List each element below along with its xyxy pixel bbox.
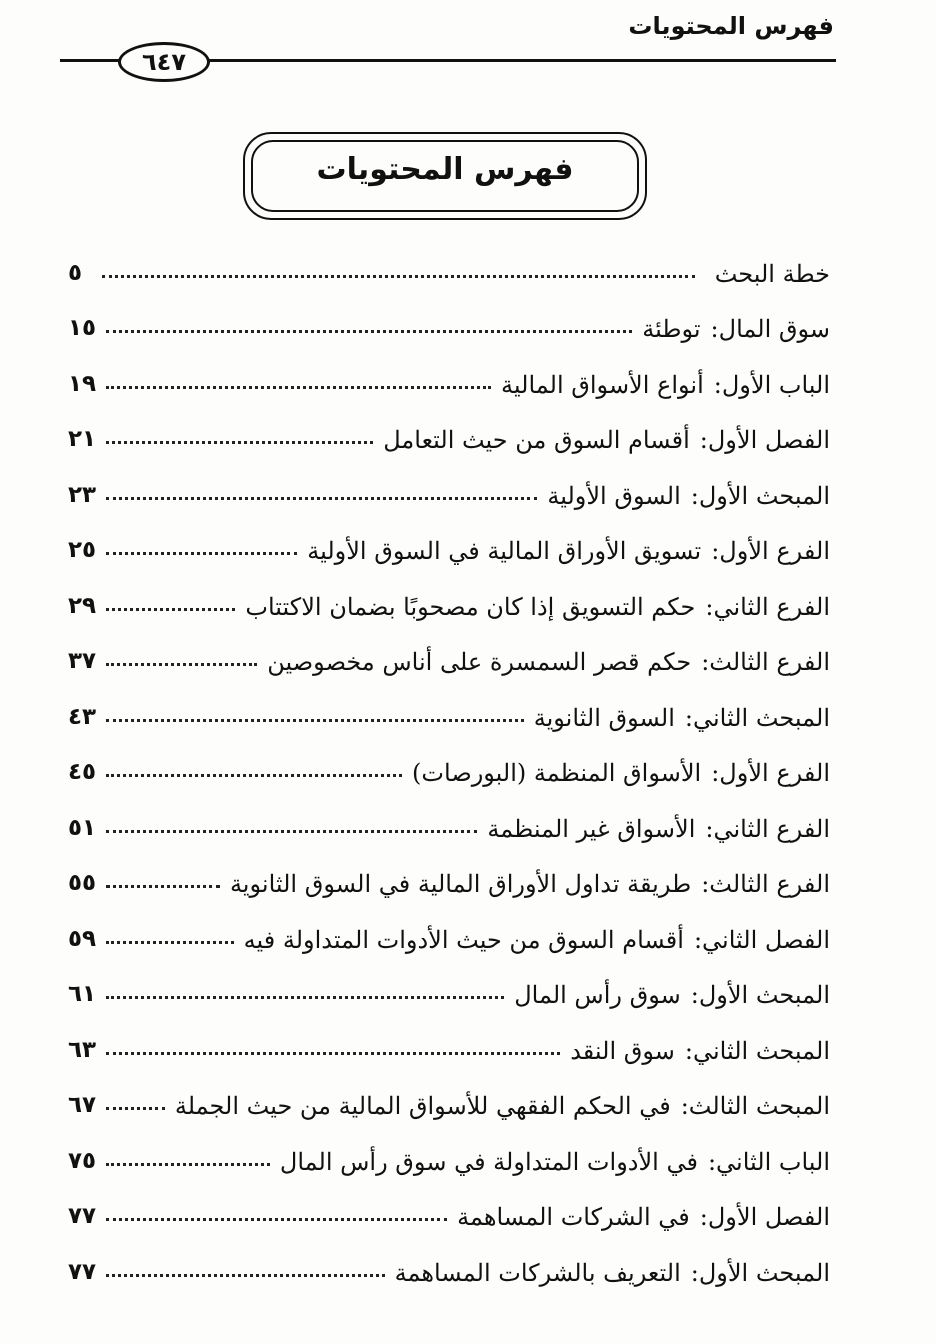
dot-leader xyxy=(106,386,491,389)
toc-entry-label: الفرع الثالث: xyxy=(701,648,830,676)
table-of-contents xyxy=(68,236,830,1291)
running-header-title: فهرس المحتويات xyxy=(628,12,834,40)
toc-entry-title xyxy=(175,1092,830,1124)
toc-entry[interactable] xyxy=(68,625,830,681)
toc-entry[interactable] xyxy=(68,1180,830,1236)
toc-entry-subject: في الحكم الفقهي للأسواق المالية من حيث الجملة xyxy=(174,1092,671,1120)
toc-entry-subject: التعريف بالشركات المساهمة xyxy=(394,1258,681,1287)
toc-entry-title xyxy=(383,426,830,458)
toc-entry-subject: سوق النقد xyxy=(570,1036,675,1065)
toc-entry[interactable] xyxy=(68,736,830,792)
toc-entry-subject: في الشركات المساهمة xyxy=(457,1203,690,1231)
toc-entry[interactable] xyxy=(68,958,830,1014)
toc-entry[interactable] xyxy=(68,680,830,736)
dot-leader xyxy=(102,275,695,278)
toc-entry-subject: طريقة تداول الأوراق المالية في السوق الثانوية xyxy=(229,870,692,898)
toc-entry[interactable] xyxy=(68,791,830,847)
toc-page-number: ١٥ xyxy=(68,315,97,341)
toc-page-number: ٢١ xyxy=(68,426,97,452)
dot-leader xyxy=(106,1274,385,1277)
toc-page-number: ٦١ xyxy=(68,981,97,1007)
toc-page-number: ٧٥ xyxy=(68,1147,97,1174)
toc-page-number: ٢٣ xyxy=(68,481,97,508)
toc-entry-subject: في الأدوات المتداولة في سوق رأس المال xyxy=(279,1147,698,1176)
toc-entry-label: المبحث الأول: xyxy=(690,981,830,1009)
toc-page-number: ٥٥ xyxy=(68,870,97,896)
toc-entry-label: الفرع الثاني: xyxy=(705,592,830,621)
toc-entry[interactable] xyxy=(68,403,830,459)
toc-page-number: ٢٥ xyxy=(68,537,97,563)
toc-entry-label: الفرع الثالث: xyxy=(701,870,830,898)
toc-entry-title xyxy=(267,648,830,680)
dot-leader xyxy=(106,941,234,944)
toc-page-number: ٦٧ xyxy=(68,1092,97,1118)
page-title: فهرس المحتويات xyxy=(316,152,574,187)
dot-leader xyxy=(106,1218,447,1221)
toc-entry-label: المبحث الثالث: xyxy=(680,1092,830,1120)
toc-entry-title xyxy=(307,537,830,569)
toc-page-number: ٤٥ xyxy=(68,759,97,785)
toc-page-number: ٥ xyxy=(68,259,83,286)
toc-entry[interactable] xyxy=(68,1013,830,1069)
toc-entry-title xyxy=(412,759,830,791)
toc-entry-subject: توطئة xyxy=(642,315,701,343)
toc-entry[interactable] xyxy=(68,1069,830,1125)
toc-page-number: ١٩ xyxy=(68,370,97,397)
toc-entry-subject: أنواع الأسواق المالية xyxy=(501,370,704,399)
toc-entry-subject: سوق رأس المال xyxy=(514,981,681,1009)
toc-page-number: ٤٣ xyxy=(68,703,97,730)
dot-leader xyxy=(106,330,632,333)
toc-entry-label: خطة البحث xyxy=(714,259,830,288)
toc-entry-title xyxy=(570,1037,830,1069)
toc-entry-title xyxy=(244,926,830,958)
toc-entry[interactable] xyxy=(68,347,830,403)
toc-entry[interactable] xyxy=(68,236,830,292)
toc-entry-title xyxy=(395,1259,830,1291)
toc-entry-label: المبحث الأول: xyxy=(690,1258,830,1287)
toc-entry-subject: الأسواق المنظمة (البورصات) xyxy=(412,759,702,787)
dot-leader xyxy=(106,719,524,722)
toc-page-number: ٥٩ xyxy=(68,925,97,952)
toc-entry-label: المبحث الأول: xyxy=(690,481,830,510)
toc-entry-subject: حكم قصر السمسرة على أناس مخصوصين xyxy=(267,648,692,676)
toc-page-number: ٧٧ xyxy=(68,1203,97,1229)
dot-leader xyxy=(106,552,297,555)
toc-entry-title xyxy=(642,315,830,347)
dot-leader xyxy=(106,996,504,999)
dot-leader xyxy=(106,608,235,611)
toc-entry-label: الفصل الثاني: xyxy=(693,925,830,954)
dot-leader xyxy=(106,663,257,666)
toc-entry-title xyxy=(245,593,830,625)
toc-entry-label: الباب الثاني: xyxy=(707,1147,830,1176)
toc-entry-title xyxy=(705,260,830,292)
toc-page-number: ٥١ xyxy=(68,814,97,841)
dot-leader xyxy=(106,497,537,500)
toc-entry-label: الباب الأول: xyxy=(713,370,830,399)
toc-entry-label: الفصل الأول: xyxy=(699,1203,830,1231)
toc-entry[interactable] xyxy=(68,847,830,903)
toc-entry-title xyxy=(501,371,830,403)
toc-entry-subject: الأسواق غير المنظمة xyxy=(487,814,696,843)
toc-page-number: ٦٣ xyxy=(68,1036,97,1063)
toc-entry[interactable] xyxy=(68,1124,830,1180)
dot-leader xyxy=(106,1163,270,1166)
toc-entry[interactable] xyxy=(68,1235,830,1291)
toc-entry-label: سوق المال: xyxy=(710,315,830,343)
dot-leader xyxy=(106,774,402,777)
toc-entry-label: الفرع الثاني: xyxy=(705,814,830,843)
toc-entry-label: المبحث الثاني: xyxy=(684,1036,830,1065)
toc-entry-title xyxy=(230,870,830,902)
toc-entry[interactable] xyxy=(68,458,830,514)
toc-entry-title xyxy=(280,1148,830,1180)
dot-leader xyxy=(106,1107,165,1110)
toc-entry[interactable] xyxy=(68,569,830,625)
page-number-badge: ٦٤٧ xyxy=(118,42,210,82)
toc-entry-label: المبحث الثاني: xyxy=(684,703,830,732)
toc-entry-subject: السوق الأولية xyxy=(547,481,681,510)
toc-entry-subject: أقسام السوق من حيث الأدوات المتداولة فيه xyxy=(243,925,684,954)
dot-leader xyxy=(106,1052,560,1055)
toc-entry-label: الفرع الأول: xyxy=(711,759,830,787)
toc-entry[interactable] xyxy=(68,902,830,958)
toc-entry-subject: تسويق الأوراق المالية في السوق الأولية xyxy=(307,537,702,565)
toc-entry[interactable] xyxy=(68,514,830,570)
toc-entry-subject: السوق الثانوية xyxy=(533,703,675,732)
toc-entry-title xyxy=(457,1203,830,1235)
toc-entry[interactable] xyxy=(68,292,830,348)
toc-entry-title xyxy=(487,815,830,847)
toc-entry-subject: أقسام السوق من حيث التعامل xyxy=(383,426,690,454)
toc-entry-title xyxy=(514,981,830,1013)
toc-entry-label: الفرع الأول: xyxy=(711,537,830,565)
dot-leader xyxy=(106,885,220,888)
dot-leader xyxy=(106,441,373,444)
toc-entry-subject: حكم التسويق إذا كان مصحوبًا بضمان الاكتتاب xyxy=(245,592,696,621)
toc-page-number: ٢٩ xyxy=(68,592,97,619)
toc-entry-label: الفصل الأول: xyxy=(699,426,830,454)
title-frame xyxy=(243,132,647,220)
toc-entry-title xyxy=(534,704,830,736)
toc-entry-title xyxy=(547,482,830,514)
toc-page-number: ٧٧ xyxy=(68,1258,97,1285)
dot-leader xyxy=(106,830,477,833)
toc-page-number: ٣٧ xyxy=(68,648,97,674)
